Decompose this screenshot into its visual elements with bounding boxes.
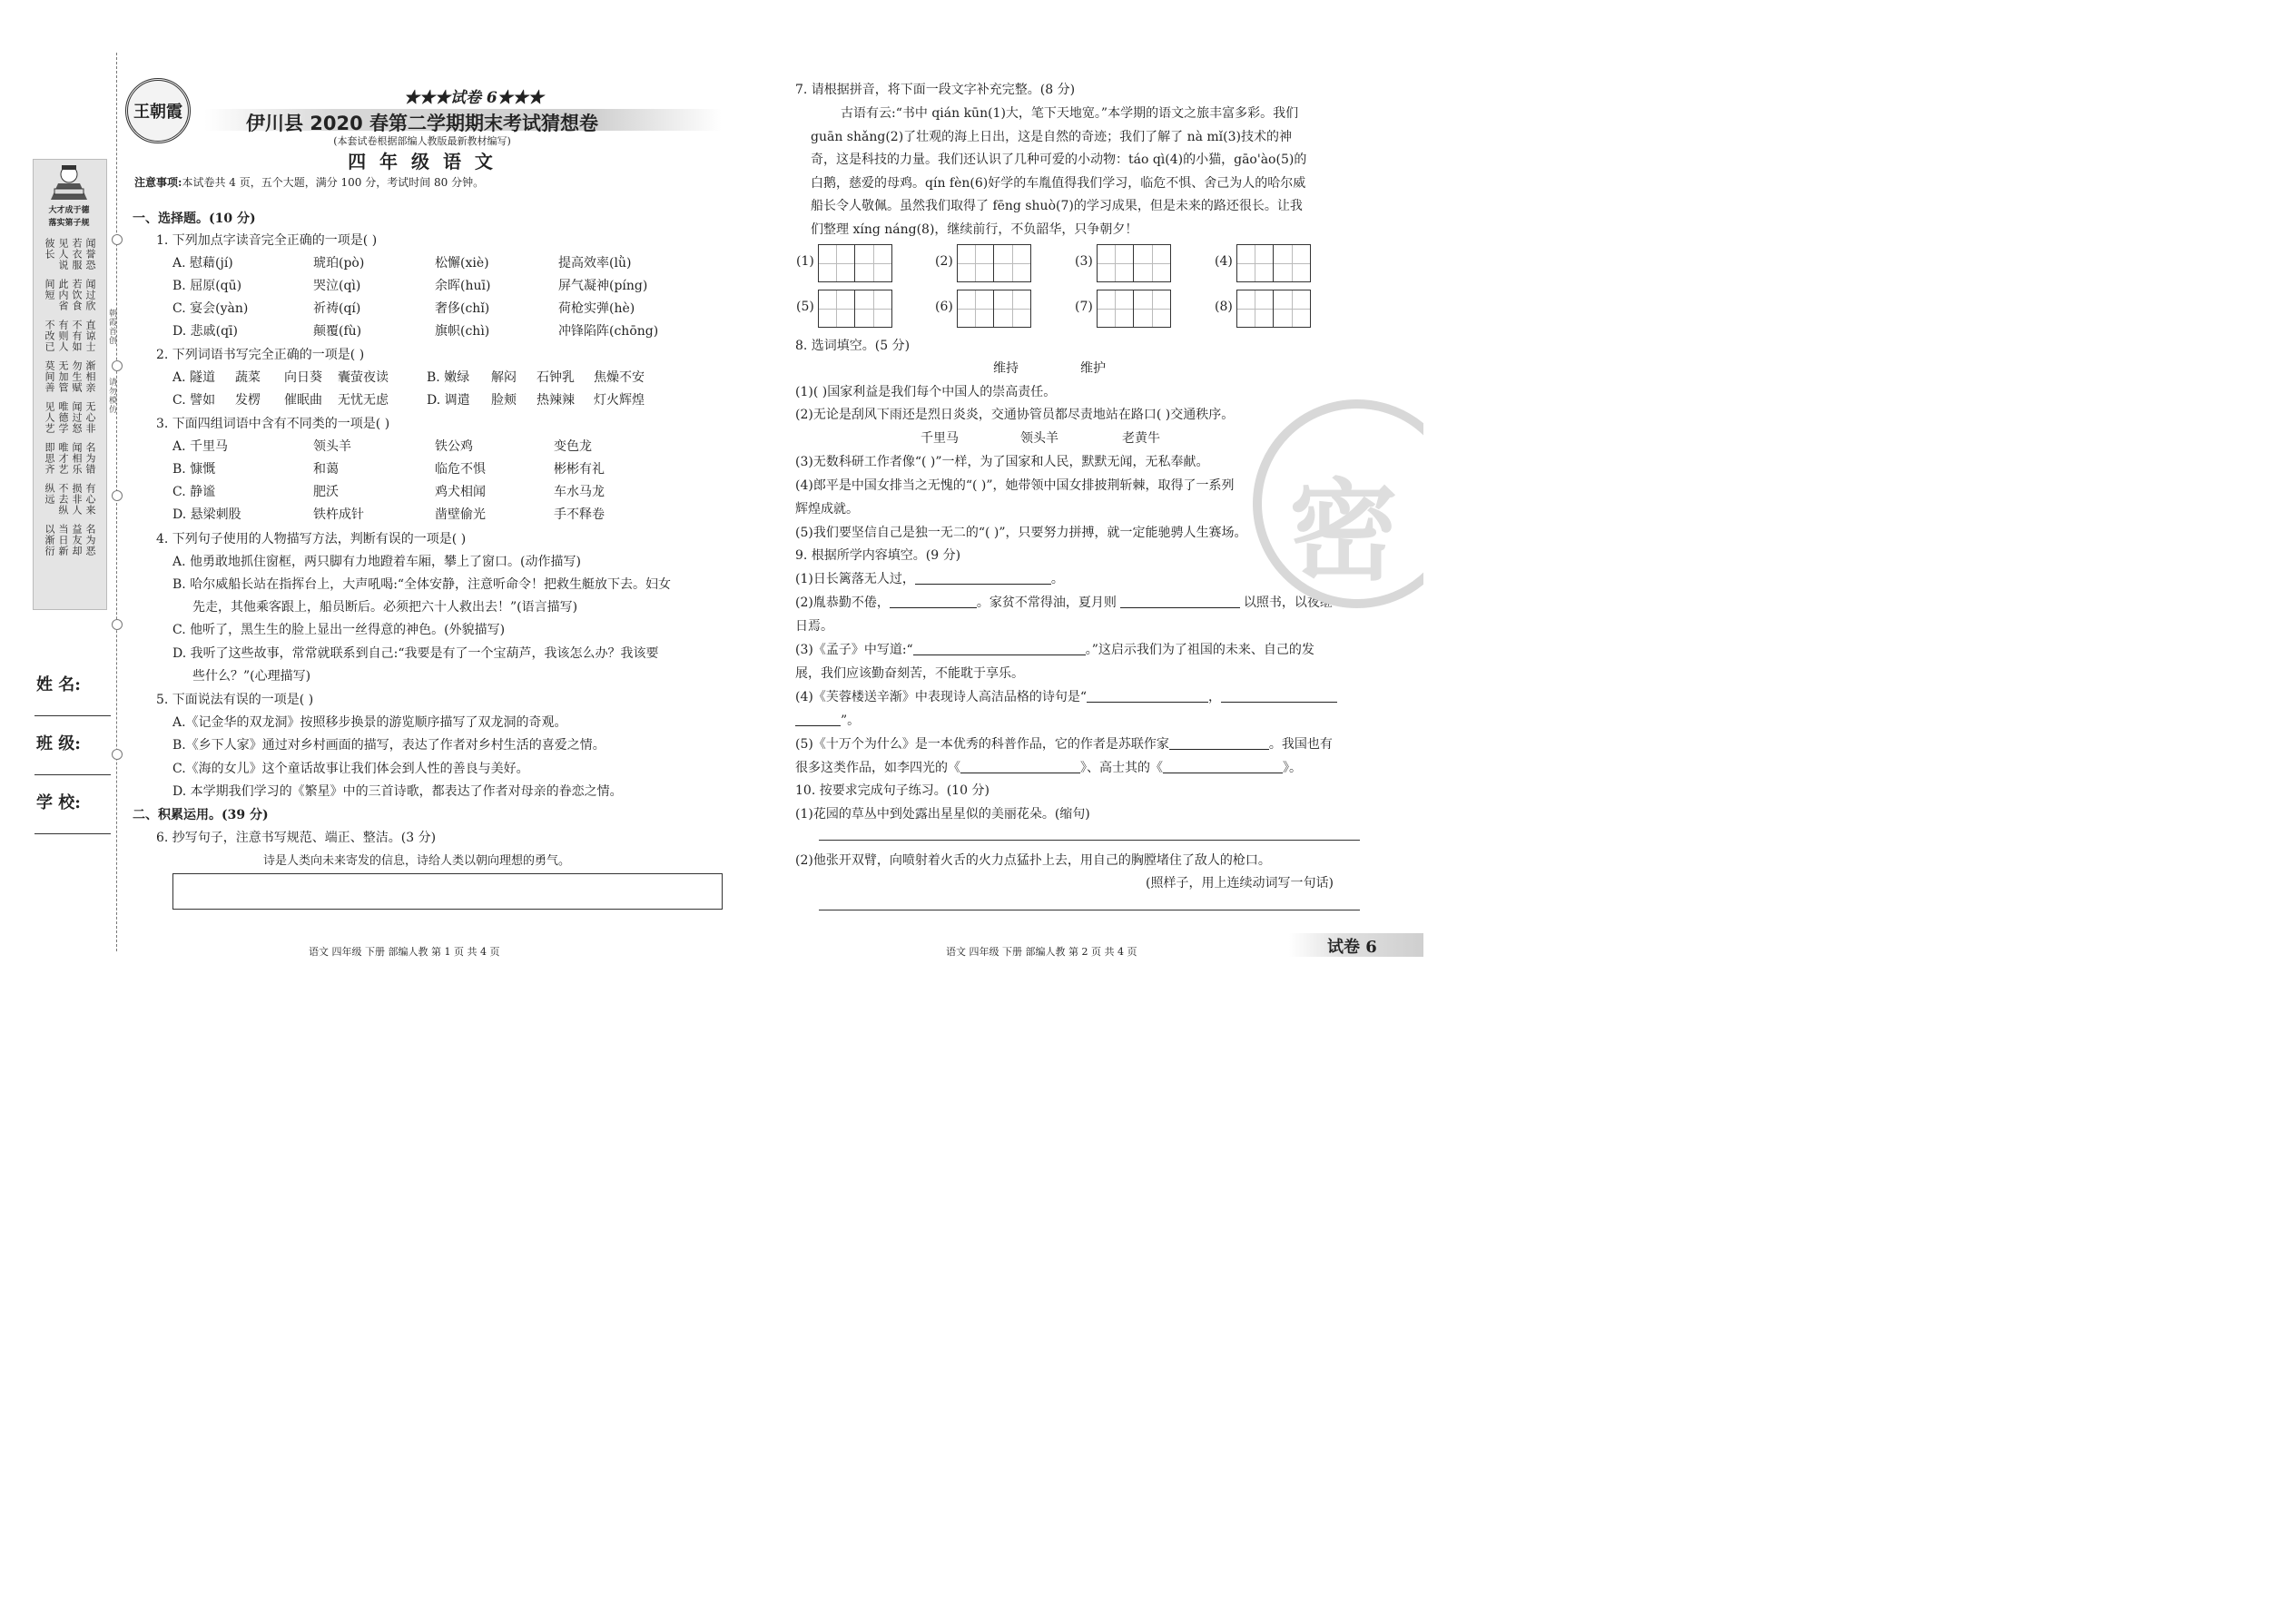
q10-sentence-2-note: (照样子，用上连续动词写一句话) (1146, 876, 1334, 891)
tian-grid-cell[interactable] (1237, 245, 1274, 281)
q8-word-a: 维持 (993, 361, 1019, 376)
q10-sentence-2: (2)他张开双臂，向喷射着火舌的火力点猛扑上去，用自己的胸膛堵住了敌人的枪口。 (795, 853, 1271, 868)
q9-text: (5)《十万个为什么》是一本优秀的科普作品，它的作者是苏联作家 (795, 737, 1169, 752)
poem-column: 直谅士 (84, 320, 96, 352)
q1rows-option: 祈祷(qí) (313, 301, 361, 316)
q3rows-option: 领头羊 (313, 439, 351, 454)
q6-sentence: 诗是人类向未来寄发的信息，诗给人类以朝向理想的勇气。 (263, 854, 571, 868)
q1rows-option[interactable]: B. 屈原(qū) (172, 279, 242, 293)
poem-column: 闻相乐 (71, 442, 83, 475)
q9-text: ， (1208, 690, 1221, 704)
q2rows-option[interactable]: D. 调遣 (427, 393, 470, 408)
class-field[interactable] (34, 774, 111, 775)
q9-blank[interactable] (1120, 595, 1240, 608)
poem-column: 纵远 (44, 483, 55, 505)
tian-grid-cell[interactable] (994, 245, 1030, 281)
page-subtitle: (本套试卷根据部编人教版最新教材编写) (333, 135, 511, 147)
poem-column: 唯德学 (57, 401, 69, 434)
poem-column: 渐相亲 (84, 360, 96, 393)
q7-answer-grid[interactable] (1236, 290, 1311, 328)
poem-column: 勿生赋 (71, 360, 83, 393)
poem-column: 以渐衍 (44, 524, 55, 556)
sidebar-motto (36, 204, 102, 230)
q2rows-option: 热辣辣 (537, 393, 575, 408)
q1rows-option: 屏气凝神(píng) (558, 279, 648, 293)
section-1-heading: 一、选择题。(10 分) (133, 212, 256, 226)
poem-column: 见人艺 (44, 401, 55, 434)
footer-left: 语文 四年级 下册 部编人教 第 1 页 共 4 页 (309, 946, 500, 958)
binding-dashed-line (116, 53, 117, 951)
q9-line-4-cont (795, 711, 860, 729)
binding-hole-icon (112, 360, 123, 371)
tian-grid-cell[interactable] (1098, 245, 1134, 281)
corner-badge: 试卷 6 (1327, 938, 1377, 957)
q7-line-2: guān shǎng(2)了壮观的海上日出，这是自然的奇迹；我们了解了 nà mǐ(3)技术的神 (811, 130, 1292, 144)
poem-column: 无加管 (57, 360, 69, 393)
q7-answer-grid[interactable] (957, 290, 1031, 328)
q2-stem: 2. 下列词语书写完全正确的一项是( ) (156, 348, 365, 362)
q2rows-option[interactable]: C. 譬如 (172, 393, 216, 408)
q2rows-option: 发楞 (235, 393, 261, 408)
q1rows-option: 旗帜(chì) (435, 324, 490, 339)
poem-column: 损非人 (71, 483, 83, 516)
q7-line-5: 船长令人敬佩。虽然我们取得了 fēng shuò(7)的学习成果，但是未来的路还很长。让我 (811, 199, 1303, 213)
q4-option-b-cont: 先走，其他乘客跟上，船员断后。必须把六十人救出去！”(语言描写) (192, 600, 578, 615)
sidebar-poem (40, 401, 100, 434)
q3rows-option: 和蔼 (313, 462, 339, 477)
poem-column: 名为恶 (84, 524, 96, 556)
binding-hole-icon (112, 619, 123, 630)
q2rows-option: 无忧无虑 (338, 393, 389, 408)
tian-grid-cell[interactable] (819, 290, 855, 327)
sidebar-poem (40, 320, 100, 352)
tian-grid-cell[interactable] (1274, 290, 1310, 327)
seal-character: 密 (1289, 469, 1398, 595)
q8-word-e: 老黄牛 (1122, 431, 1160, 446)
q7-answer-grid[interactable] (818, 244, 892, 282)
q7-box-label: (8) (1215, 300, 1233, 314)
q3rows-option: 铁公鸡 (435, 439, 473, 454)
q9-blank[interactable] (1169, 736, 1269, 750)
q1rows-option: 荷枪实弹(hè) (558, 301, 635, 316)
q8-sentence-1[interactable]: (1)( )国家利益是我们每个中国人的崇高责任。 (795, 385, 1057, 399)
motto-line-1: 大才成于德 (48, 206, 90, 215)
q1rows-option: 松懈(xiè) (435, 256, 489, 271)
q9-blank[interactable] (1163, 760, 1283, 773)
q1rows-option: 琥珀(pò) (313, 256, 365, 271)
q8-sentence-4[interactable]: (4)郎平是中国女排当之无愧的“( )”，她带领中国女排披荆斩棘，取得了一系列 (795, 478, 1235, 493)
q4-option-d[interactable]: D. 我听了这些故事，常常就联系到自己:“我要是有了一个宝葫芦，我该怎么办？我该要 (172, 646, 659, 661)
tian-grid-cell[interactable] (1098, 290, 1134, 327)
poem-column: 闻誉恐 (84, 238, 96, 271)
q1-stem: 1. 下列加点字读音完全正确的一项是( ) (156, 233, 378, 248)
poem-column: 莫间善 (44, 360, 55, 393)
q9-text: 。我国也有 (1268, 737, 1333, 752)
q3rows-option: 彬彬有礼 (554, 462, 605, 477)
tian-grid-cell[interactable] (1134, 245, 1170, 281)
poem-column: 闻过欣 (84, 279, 96, 311)
exam-notice (134, 174, 484, 190)
q3rows-option: 鸡犬相闻 (435, 485, 486, 499)
q7-answer-grid[interactable] (1097, 244, 1171, 282)
poem-column: 不去纵 (57, 483, 69, 516)
q8-word-c: 千里马 (921, 431, 959, 446)
q7-box-label: (5) (796, 300, 814, 314)
motto-line-2: 落实第子规 (48, 219, 90, 228)
q9-text: 。”这启示我们为了祖国的未来、自己的发 (1085, 643, 1314, 657)
q2rows-option: 催眠曲 (284, 393, 322, 408)
binding-hole-icon (112, 490, 123, 501)
q7-line-6: 们整理 xíng náng(8)，继续前行，不负韶华，只争朝夕！ (811, 222, 1138, 237)
q7-box-label: (4) (1215, 254, 1233, 269)
q5-option-b[interactable]: B.《乡下人家》通过对乡村画面的描写，表达了作者对乡村生活的喜爱之情。 (172, 738, 605, 753)
q1rows-option[interactable]: C. 宴会(yàn) (172, 301, 249, 316)
tian-grid-cell[interactable] (855, 245, 891, 281)
q3rows-option: 凿壁偷光 (435, 507, 486, 522)
q1rows-option[interactable]: D. 悲戚(qī) (172, 324, 238, 339)
q8-sentence-5[interactable]: (5)我们要坚信自己是独一无二的“( )”，只要努力拼搏，就一定能驰骋人生赛场。 (795, 526, 1247, 540)
q3rows-option[interactable]: B. 慷慨 (172, 462, 216, 477)
sidebar-poem (40, 360, 100, 393)
poem-column: 闻过怒 (71, 401, 83, 434)
q9-text: (3)《孟子》中写道:“ (795, 643, 913, 657)
school-label: 学 校: (36, 793, 81, 812)
q9-line-3 (795, 640, 1314, 658)
q3rows-option[interactable]: D. 悬梁刺股 (172, 507, 241, 522)
q7-stem: 7. 请根据拼音，将下面一段文字补充完整。(8 分) (795, 83, 1076, 97)
q9-text: 。家贫不常得油，夏月则 (976, 595, 1117, 610)
q2rows-option: 石钟乳 (537, 370, 575, 385)
q4-option-d-cont: 些什么？”(心理描写) (192, 669, 311, 684)
tian-grid-cell[interactable] (958, 290, 994, 327)
q6-copy-box[interactable] (172, 873, 723, 910)
q1rows-option: 提高效率(lǜ) (558, 256, 632, 271)
q5-stem: 5. 下面说法有误的一项是( ) (156, 693, 314, 707)
sidebar-poem (40, 442, 100, 475)
paper-series: ★★★试卷 6★★★ (404, 89, 544, 107)
q1rows-option: 冲锋陷阵(chōng) (558, 324, 659, 339)
q9-blank[interactable] (1087, 689, 1208, 703)
sidebar-poem (40, 279, 100, 311)
q5-option-c[interactable]: C.《海的女儿》这个童话故事让我们体会到人性的善良与美好。 (172, 762, 529, 776)
q1rows-option: 颠覆(fù) (313, 324, 362, 339)
q9-line-3-cont: 展，我们应该勤奋刻苦，不能耽于享乐。 (795, 666, 1024, 681)
q8-word-d: 领头羊 (1020, 431, 1058, 446)
tian-grid-cell[interactable] (994, 290, 1030, 327)
logo-text: 王朝霞 (133, 103, 182, 122)
q2rows-option: 蔬菜 (235, 370, 261, 385)
q7-box-label: (2) (935, 254, 953, 269)
q2rows-option: 囊萤夜读 (338, 370, 389, 385)
tian-grid-cell[interactable] (958, 245, 994, 281)
q2rows-option: 脸颊 (491, 393, 517, 408)
q3rows-option: 手不释卷 (554, 507, 605, 522)
q2rows-option: 向日葵 (284, 370, 322, 385)
grade-subject: 四 年 级 语 文 (348, 151, 497, 172)
confidential-seal-icon (1253, 399, 1423, 608)
q7-answer-grid[interactable] (1097, 290, 1171, 328)
school-field[interactable] (34, 833, 111, 834)
q3rows-option[interactable]: C. 静谧 (172, 485, 216, 499)
q3rows-option[interactable]: A. 千里马 (172, 439, 229, 454)
poem-column: 名为错 (84, 442, 96, 475)
q9-blank[interactable] (795, 713, 841, 726)
q8-word-b: 维护 (1080, 361, 1106, 376)
q8-sentence-2[interactable]: (2)无论是刮风下雨还是烈日炎炎，交通协管员都尽责地站在路口( )交通秩序。 (795, 408, 1235, 422)
q9-text: 》、高士其的《 (1080, 761, 1163, 775)
q8-sentence-3[interactable]: (3)无数科研工作者像“( )”一样，为了国家和人民，默默无闻，无私奉献。 (795, 455, 1209, 469)
q9-line-2-cont: 日焉。 (795, 619, 833, 634)
binding-hole-icon (112, 749, 123, 760)
vertical-label-copy: 请勿模仿 (107, 378, 116, 414)
q9-blank[interactable] (960, 760, 1080, 773)
page-title: 伊川县 2020 春第二学期期末考试猜想卷 (245, 113, 599, 134)
q9-line-5 (795, 734, 1333, 753)
q1rows-option: 奢侈(chǐ) (435, 301, 490, 316)
poem-column: 有则人 (57, 320, 69, 352)
q10-answer-line-1[interactable] (819, 840, 1360, 841)
q3rows-option: 车水马龙 (554, 485, 605, 499)
tian-grid-cell[interactable] (1134, 290, 1170, 327)
poem-column: 见人说 (57, 238, 69, 271)
notice-text: 本试卷共 4 页，五个大题，满分 100 分，考试时间 80 分钟。 (182, 176, 485, 189)
q8-stem: 8. 选词填空。(5 分) (795, 339, 911, 353)
q2rows-option[interactable]: B. 嫩绿 (427, 370, 470, 385)
poem-column: 不改已 (44, 320, 55, 352)
q9-blank[interactable] (913, 642, 1086, 655)
q2rows-option: 灯火辉煌 (594, 393, 645, 408)
poem-column: 若衣服 (71, 238, 83, 271)
sidebar-poem (40, 524, 100, 556)
q9-text: 很多这类作品，如李四光的《 (795, 761, 960, 775)
q6-stem: 6. 抄写句子，注意书写规范、端正、整洁。(3 分) (156, 831, 437, 845)
q2rows-option: 焦燥不安 (594, 370, 645, 385)
q2rows-option: 解闷 (491, 370, 517, 385)
q4-option-b[interactable]: B. 哈尔威船长站在指挥台上，大声吼喝:“全体安静，注意听命令！把救生艇放下去。妇女 (172, 577, 672, 592)
poem-column: 有心来 (84, 483, 96, 516)
sidebar-poems (40, 238, 100, 565)
q7-box-label: (1) (796, 254, 814, 269)
poem-column: 间短 (44, 279, 55, 300)
name-field[interactable] (34, 715, 111, 716)
q4-stem: 4. 下列句子使用的人物描写方法，判断有误的一项是( ) (156, 532, 467, 546)
q9-text: (2)胤恭勤不倦， (795, 595, 890, 610)
tian-grid-cell[interactable] (855, 290, 891, 327)
q9-text: 以照书，以夜继 (1243, 595, 1333, 610)
q9-text: ”。 (841, 714, 861, 728)
q3-stem: 3. 下面四组词语中含有不同类的一项是( ) (156, 417, 390, 431)
q9-line-5-cont (795, 758, 1302, 776)
vertical-label-origin: 朝霞首创 (107, 309, 116, 345)
q9-blank[interactable] (1221, 689, 1337, 703)
footer-right: 语文 四年级 下册 部编人教 第 2 页 共 4 页 (946, 946, 1137, 958)
q3rows-option: 变色龙 (554, 439, 592, 454)
q7-line-1: 古语有云:“书中 qián kūn(1)大，笔下天地宽。”本学期的语文之旅丰富多彩。我们 (841, 106, 1299, 121)
q7-answer-grid[interactable] (957, 244, 1031, 282)
tian-grid-cell[interactable] (1237, 290, 1274, 327)
poem-column: 即思齐 (44, 442, 55, 475)
q3rows-option: 铁杵成针 (313, 507, 364, 522)
tian-grid-cell[interactable] (1274, 245, 1310, 281)
q4-option-a[interactable]: A. 他勇敢地抓住窗框，两只脚有力地蹬着车厢，攀上了窗口。(动作描写) (172, 555, 581, 569)
q3rows-option: 肥沃 (313, 485, 339, 499)
q10-stem: 10. 按要求完成句子练习。(10 分) (795, 783, 989, 798)
binding-hole-icon (112, 234, 123, 245)
q7-line-3: 奇，这是科技的力量。我们还认识了几种可爱的小动物：táo qì(4)的小猫，gāo'ào(5)的 (811, 153, 1307, 167)
q9-line-4 (795, 687, 1337, 705)
sidebar-poem (40, 238, 100, 271)
poem-column: 益友却 (71, 524, 83, 556)
poem-column: 彼长 (44, 238, 55, 260)
q5-option-a[interactable]: A.《记金华的双龙洞》按照移步换景的游览顺序描写了双龙洞的奇观。 (172, 715, 567, 730)
q1rows-option: 哭泣(qì) (313, 279, 361, 293)
q4-option-c[interactable]: C. 他听了，黑生生的脸上显出一丝得意的神色。(外貌描写) (172, 623, 506, 637)
class-label: 班 级: (36, 734, 81, 753)
q9-stem: 9. 根据所学内容填空。(9 分) (795, 548, 961, 563)
q9-text: (4)《芙蓉楼送辛渐》中表现诗人高洁品格的诗句是“ (795, 690, 1087, 704)
q9-text: 。 (1050, 572, 1064, 586)
q10-sentence-1: (1)花园的草丛中到处露出星星似的美丽花朵。(缩句) (795, 807, 1090, 822)
section-2-heading: 二、积累运用。(39 分) (133, 808, 269, 822)
q9-text: (1)日长篱落无人过， (795, 572, 915, 586)
poem-column: 不有如 (71, 320, 83, 352)
q7-box-label: (7) (1075, 300, 1093, 314)
name-label: 姓 名: (36, 675, 81, 694)
poem-column: 唯才艺 (57, 442, 69, 475)
q1rows-option[interactable]: A. 慰藉(jí) (172, 256, 233, 271)
q1rows-option: 余晖(huī) (435, 279, 491, 293)
q9-blank[interactable] (915, 571, 1051, 585)
tian-grid-cell[interactable] (819, 245, 855, 281)
q9-text: 》。 (1283, 761, 1302, 775)
q7-answer-grid[interactable] (818, 290, 892, 328)
q7-line-4: 白鹅，慈爱的母鸡。qín fèn(6)好学的车胤值得我们学习，临危不惧、舍己为人的哈尔威 (811, 176, 1306, 191)
q8-sentence-4-cont: 辉煌成就。 (795, 502, 859, 517)
q7-box-label: (3) (1075, 254, 1093, 269)
q7-answer-grid[interactable] (1236, 244, 1311, 282)
sidebar-poem (40, 483, 100, 516)
notice-label: 注意事项: (134, 176, 182, 189)
poem-column: 无心非 (84, 401, 96, 434)
poem-column: 当日新 (57, 524, 69, 556)
poem-column: 此内省 (57, 279, 69, 311)
q9-blank[interactable] (890, 595, 977, 608)
q7-box-label: (6) (935, 300, 953, 314)
q3rows-option: 临危不惧 (435, 462, 486, 477)
q5-option-d[interactable]: D. 本学期我们学习的《繁星》中的三首诗歌，都表达了作者对母亲的眷恋之情。 (172, 784, 623, 799)
q9-line-1 (795, 569, 1064, 587)
poem-column: 若饮食 (71, 279, 83, 311)
q2rows-option[interactable]: A. 隧道 (172, 370, 216, 385)
